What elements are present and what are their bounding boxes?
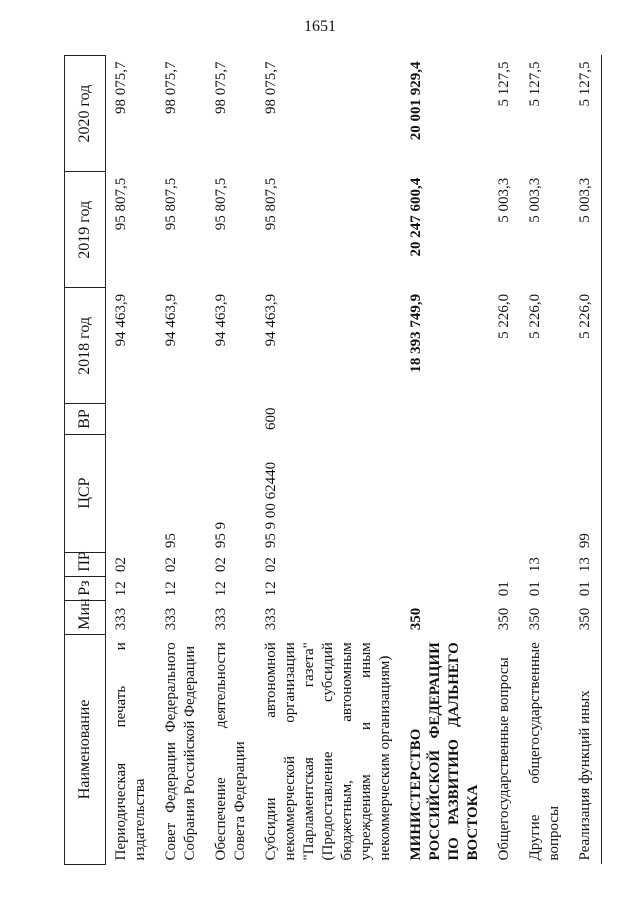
row-vr [106,404,157,434]
row-name: Периодическая печать и издательства [113,642,148,861]
row-csr [401,434,489,552]
row-2018: 5 226,0 [496,293,512,339]
row-csr [520,434,570,552]
row-pr: 13 [527,557,543,573]
header-2020: 2020 год [65,56,106,172]
row-pr [489,552,520,576]
header-vr: ВР [65,404,106,434]
row-rz: 01 [570,576,602,600]
table-header-row [65,56,106,865]
row-csr: 95 [163,533,179,549]
page-number: 1651 [304,18,336,35]
table-row [156,56,206,865]
header-pr: ПР [65,552,106,576]
row-csr: 95 9 00 62440 [263,461,279,549]
row-vr [156,404,206,434]
row-name: Обеспечение деятельности Совета Федерации [213,642,248,861]
row-pr: 02 [263,557,279,573]
row-2018: 94 463,9 [213,293,229,347]
row-min: 333 [113,607,129,631]
row-rz [401,576,489,600]
row-pr: 02 [163,557,179,573]
row-2020: 98 075,7 [213,61,229,114]
row-pr: 13 [570,552,602,576]
row-2019: 5 003,3 [570,172,602,288]
row-name: Совет Федерации Федерального Собрания Российской Федерации [163,642,198,861]
row-rz: 01 [496,581,512,597]
row-min: 333 [263,607,279,631]
row-name: Другие общегосударственные вопросы [527,642,562,861]
header-name: Наименование [65,634,106,864]
row-2020: 98 075,7 [163,61,179,114]
row-name: Общегосударственные вопросы [496,657,512,861]
row-name: МИНИСТЕРСТВО РОССИЙСКОЙ ФЕДЕРАЦИИ ПО РАЗВИТИЮ ДАЛЬНЕГО ВОСТОКА [408,642,481,861]
row-min: 350 [408,607,424,631]
row-2020: 98 075,7 [113,61,129,114]
header-2019: 2019 год [65,172,106,288]
header-csr: ЦСР [65,434,106,552]
row-name: Субсидии автономной некоммерческой организации "Парламентская газета" (Предоставление субсидий бюджетным, автономным учреждениям и иным некоммерческим организациям) [263,642,393,861]
row-vr: 600 [263,407,279,431]
row-pr: 02 [213,557,229,573]
header-min: Мин [65,600,106,634]
row-2018: 94 463,9 [263,293,279,347]
row-2019: 95 807,5 [213,177,229,231]
row-min: 350 [527,607,543,631]
row-2018: 5 226,0 [570,288,602,404]
row-vr [570,404,602,434]
row-rz: 12 [213,581,229,597]
row-2020: 5 127,5 [496,61,512,107]
row-min: 350 [496,607,512,631]
row-rz: 12 [163,581,179,597]
row-min: 350 [570,600,602,634]
table-row [256,56,401,865]
table-row [520,56,570,865]
header-2018: 2018 год [65,288,106,404]
row-vr [489,404,520,434]
row-rz: 12 [263,581,279,597]
row-2019: 20 247 600,4 [408,177,424,257]
row-2018: 94 463,9 [113,293,129,347]
table-row [570,56,602,865]
row-2020: 98 075,7 [263,61,279,114]
row-2019: 5 003,3 [527,177,543,223]
row-csr: 99 [570,434,602,552]
row-rz: 01 [527,581,543,597]
row-vr [520,404,570,434]
table-row [489,56,520,865]
row-2020: 5 127,5 [570,56,602,172]
row-2018: 5 226,0 [527,293,543,339]
row-2019: 95 807,5 [163,177,179,231]
row-vr [401,404,489,434]
row-2019: 95 807,5 [113,177,129,231]
row-csr [489,434,520,552]
row-rz: 12 [113,581,129,597]
row-min: 333 [213,607,229,631]
row-pr: 02 [113,557,129,573]
row-name: Реализация функций иных [570,634,602,864]
row-csr: 95 9 [213,521,229,549]
row-vr [206,404,256,434]
table-row [206,56,256,865]
row-2019: 95 807,5 [263,177,279,231]
table-row [401,56,489,865]
row-2018: 94 463,9 [163,293,179,347]
row-pr [401,552,489,576]
row-2020: 5 127,5 [527,61,543,107]
row-csr [106,434,157,552]
row-2019: 5 003,3 [496,177,512,223]
header-rz: Рз [65,576,106,600]
budget-table [64,55,602,865]
row-2018: 18 393 749,9 [408,293,424,373]
table-row [106,56,157,865]
row-2020: 20 001 929,4 [408,61,424,141]
row-min: 333 [163,607,179,631]
